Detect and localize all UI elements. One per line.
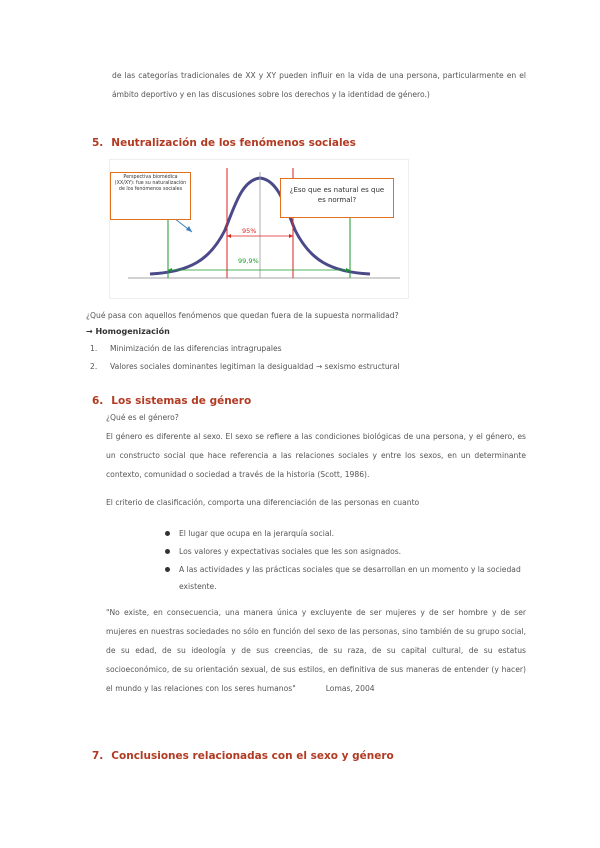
homogenizacion-heading: → Homogenización <box>86 327 170 336</box>
definition-paragraph: El género es diferente al sexo. El sexo se refiere a las condiciones biológicas de una persona, y el género, es un constructo social que hace referencia a las relaciones sociales y entre los sexos, en un determinante contexto, comunidad o sociedad a través de la historia (Scott, 1986). <box>106 432 526 479</box>
label-999: 99,9% <box>238 257 259 265</box>
natural-normal-note: ¿Eso que es natural es que es normal? <box>280 178 394 218</box>
section-7-number: 7. <box>92 750 104 762</box>
list-item: Los valores y expectativas sociales que les son asignados. <box>163 543 525 560</box>
criterio-paragraph: El criterio de clasificación, comporta una diferenciación de las personas en cuanto <box>106 498 420 507</box>
criteria-bullets <box>163 525 525 596</box>
section-6-title: Los sistemas de género <box>111 395 252 407</box>
question-genero: ¿Qué es el género? <box>106 413 179 422</box>
list-item: 2. Valores sociales dominantes legitiman la desigualdad → sexismo estructural <box>90 362 400 371</box>
label-95: 95% <box>242 227 257 235</box>
section-5-heading <box>92 137 356 149</box>
section-7-title: Conclusiones relacionadas con el sexo y género <box>111 750 394 762</box>
section-6-number: 6. <box>92 395 104 407</box>
section-5-title: Neutralización de los fenómenos sociales <box>111 137 356 149</box>
quote-text: "No existe, en consecuencia, una manera única y excluyente de ser mujeres y de ser hombre y de ser mujeres en nuestras sociedades no sólo en función del sexo de las personas, sino también de su grupo social, de su edad, de su ideología y de sus creencias, de su raza, de su capital cultural, de su estatus socioeconómico, de su orientación sexual, de sus estilos, en definitiva de sus maneras de entender (y hacer) el mundo y las relaciones con los seres humanos" <box>106 608 526 693</box>
intro-paragraph: de las categorías tradicionales de XX y XY pueden influir en la vida de una persona, particularmente en el ámbito deportivo y en las discusiones sobre los derechos y la identidad de género.) <box>112 71 526 99</box>
section-5-number: 5. <box>92 137 104 149</box>
homogenizacion-list <box>90 340 530 376</box>
biomedical-note: Perspectiva biomédica (XX/XY): fue su naturalización de los fenómenos sociales <box>110 172 191 220</box>
list-item: 1. Minimización de las diferencias intragrupales <box>90 344 282 353</box>
list-item: El lugar que ocupa en la jerarquía social. <box>163 525 525 542</box>
normal-distribution-figure <box>110 160 408 298</box>
list-item: A las actividades y las prácticas sociales que se desarrollan en un momento y la sociedad existente. <box>163 561 525 595</box>
quote-paragraph <box>106 603 526 698</box>
section-6-heading <box>92 395 251 407</box>
section-7-heading <box>92 750 394 762</box>
question-fenomenos: ¿Qué pasa con aquellos fenómenos que quedan fuera de la supuesta normalidad? <box>86 311 399 320</box>
quote-author: Lomas, 2004 <box>325 684 375 693</box>
